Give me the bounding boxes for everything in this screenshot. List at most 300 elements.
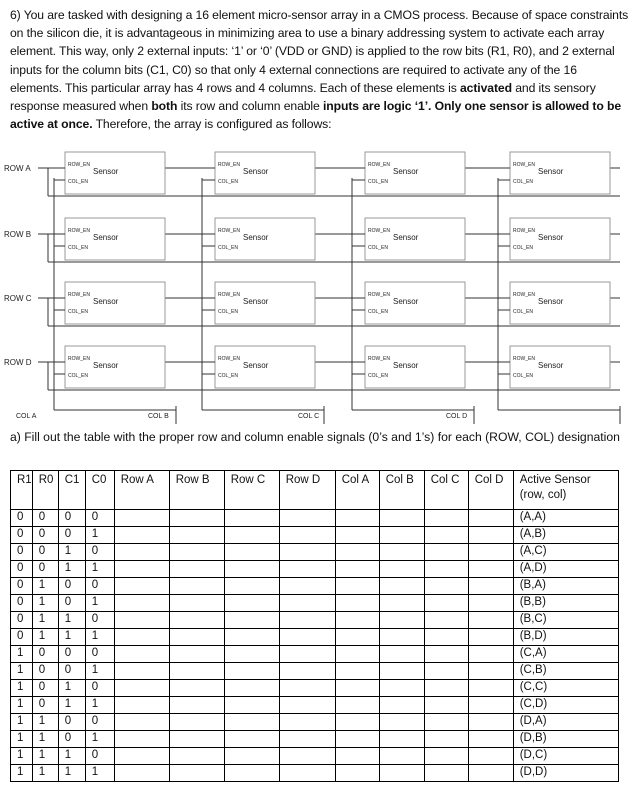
text: 6) You are tasked with designing a 16 element micro-sensor array in a CMOS process. Because of space constraints on the silicon die, it is advantageous in minimizing area to use a binary addressing system to activate each array element. This way, only 2 external inputs: ‘1’ or ‘0’ (VDD or GND) is applied to the row bits (R1, R0), and 2 external inputs for the column bits (C1, C0) so that only 4 external connections are required to activate any of the 16 elements. This particular array has 4 rows and 4 columns. Each of these elements is — [10, 8, 629, 95]
table-row — [11, 527, 619, 544]
blank-answer-cell[interactable] — [224, 680, 279, 697]
blank-answer-cell[interactable] — [279, 680, 335, 697]
col-en-label: COL_EN — [513, 245, 534, 251]
bit-cell: 0 — [11, 527, 33, 544]
col-en-label: COL_EN — [218, 309, 239, 315]
bit-cell: 1 — [85, 595, 114, 612]
blank-answer-cell[interactable] — [169, 578, 224, 595]
row-en-label: ROW_EN — [218, 228, 240, 234]
header-cell: Col A — [335, 471, 379, 510]
blank-answer-cell[interactable] — [169, 765, 224, 782]
blank-answer-cell[interactable] — [114, 561, 169, 578]
blank-answer-cell[interactable] — [114, 680, 169, 697]
column-label: COL C — [298, 413, 320, 420]
blank-answer-cell[interactable] — [468, 765, 513, 782]
bit-cell: 0 — [32, 646, 58, 663]
header-cell: Col B — [379, 471, 424, 510]
blank-answer-cell[interactable] — [169, 731, 224, 748]
col-en-label: COL_EN — [513, 309, 534, 315]
blank-answer-cell[interactable] — [335, 731, 379, 748]
row-en-label: ROW_EN — [218, 162, 240, 168]
row-en-label: ROW_EN — [68, 162, 90, 168]
blank-answer-cell[interactable] — [424, 510, 468, 527]
table-row — [11, 561, 619, 578]
row-label: ROW C — [4, 294, 32, 303]
blank-answer-cell[interactable] — [379, 544, 424, 561]
active-sensor-cell: (C,B) — [513, 663, 618, 680]
bit-cell: 0 — [58, 646, 85, 663]
table-row — [11, 510, 619, 527]
table-row — [11, 646, 619, 663]
blank-answer-cell[interactable] — [379, 680, 424, 697]
blank-answer-cell[interactable] — [468, 612, 513, 629]
active-sensor-cell: (D,C) — [513, 748, 618, 765]
bit-cell: 1 — [32, 765, 58, 782]
blank-answer-cell[interactable] — [224, 544, 279, 561]
row-en-label: ROW_EN — [218, 292, 240, 298]
text: and its sensory response measured when — [10, 80, 596, 114]
sensor-label: Sensor — [393, 361, 419, 370]
active-sensor-cell: (A,B) — [513, 527, 618, 544]
blank-answer-cell[interactable] — [279, 765, 335, 782]
blank-answer-cell[interactable] — [279, 612, 335, 629]
blank-answer-cell[interactable] — [114, 714, 169, 731]
blank-answer-cell[interactable] — [335, 663, 379, 680]
header-cell: Active Sensor (row, col) — [513, 471, 618, 510]
blank-answer-cell[interactable] — [424, 765, 468, 782]
blank-answer-cell[interactable] — [335, 646, 379, 663]
bit-cell: 0 — [85, 578, 114, 595]
blank-answer-cell[interactable] — [114, 510, 169, 527]
active-sensor-cell: (B,D) — [513, 629, 618, 646]
text: its row and column enable — [177, 99, 323, 114]
blank-answer-cell[interactable] — [424, 544, 468, 561]
blank-answer-cell[interactable] — [279, 595, 335, 612]
bit-cell: 0 — [32, 561, 58, 578]
truth-table — [10, 470, 619, 782]
row-en-label: ROW_EN — [368, 356, 390, 362]
blank-answer-cell[interactable] — [224, 629, 279, 646]
blank-answer-cell[interactable] — [424, 629, 468, 646]
blank-answer-cell[interactable] — [379, 527, 424, 544]
bit-cell: 0 — [85, 646, 114, 663]
sensor-label: Sensor — [393, 233, 419, 242]
bit-cell: 0 — [58, 527, 85, 544]
bit-cell: 1 — [85, 629, 114, 646]
sensor-label: Sensor — [93, 233, 119, 242]
sensor-label: Sensor — [93, 167, 119, 176]
blank-answer-cell[interactable] — [279, 578, 335, 595]
blank-answer-cell[interactable] — [468, 680, 513, 697]
blank-answer-cell[interactable] — [468, 697, 513, 714]
sensor-label: Sensor — [243, 233, 269, 242]
row-en-label: ROW_EN — [513, 162, 535, 168]
blank-answer-cell[interactable] — [114, 748, 169, 765]
bit-cell: 0 — [32, 544, 58, 561]
table-row — [11, 748, 619, 765]
blank-answer-cell[interactable] — [424, 697, 468, 714]
blank-answer-cell[interactable] — [224, 731, 279, 748]
bit-cell: 0 — [85, 510, 114, 527]
blank-answer-cell[interactable] — [468, 561, 513, 578]
bit-cell: 1 — [85, 527, 114, 544]
blank-answer-cell[interactable] — [335, 680, 379, 697]
blank-answer-cell[interactable] — [114, 629, 169, 646]
bit-cell: 1 — [32, 748, 58, 765]
blank-answer-cell[interactable] — [335, 765, 379, 782]
blank-answer-cell[interactable] — [169, 595, 224, 612]
blank-answer-cell[interactable] — [379, 714, 424, 731]
blank-answer-cell[interactable] — [424, 595, 468, 612]
bit-cell: 1 — [85, 663, 114, 680]
active-sensor-cell: (D,B) — [513, 731, 618, 748]
bit-cell: 1 — [11, 663, 33, 680]
blank-answer-cell[interactable] — [169, 714, 224, 731]
bit-cell: 1 — [85, 697, 114, 714]
sensor-array-diagram — [0, 148, 635, 424]
blank-answer-cell[interactable] — [224, 561, 279, 578]
blank-answer-cell[interactable] — [114, 663, 169, 680]
bit-cell: 0 — [58, 595, 85, 612]
active-sensor-cell: (C,D) — [513, 697, 618, 714]
blank-answer-cell[interactable] — [224, 612, 279, 629]
text-bold: both — [151, 99, 178, 114]
bit-cell: 0 — [58, 714, 85, 731]
blank-answer-cell[interactable] — [379, 697, 424, 714]
blank-answer-cell[interactable] — [224, 748, 279, 765]
active-sensor-cell: (B,B) — [513, 595, 618, 612]
bit-cell: 0 — [58, 510, 85, 527]
sensor-label: Sensor — [538, 297, 564, 306]
blank-answer-cell[interactable] — [169, 629, 224, 646]
bit-cell: 1 — [11, 714, 33, 731]
blank-answer-cell[interactable] — [279, 646, 335, 663]
blank-answer-cell[interactable] — [335, 510, 379, 527]
blank-answer-cell[interactable] — [468, 595, 513, 612]
blank-answer-cell[interactable] — [424, 527, 468, 544]
bit-cell: 0 — [32, 680, 58, 697]
blank-answer-cell[interactable] — [279, 714, 335, 731]
table-row — [11, 697, 619, 714]
blank-answer-cell[interactable] — [114, 544, 169, 561]
bit-cell: 0 — [85, 544, 114, 561]
header-cell: Row D — [279, 471, 335, 510]
blank-answer-cell[interactable] — [114, 612, 169, 629]
blank-answer-cell[interactable] — [335, 629, 379, 646]
blank-answer-cell[interactable] — [279, 510, 335, 527]
blank-answer-cell[interactable] — [169, 510, 224, 527]
sensor-label: Sensor — [93, 297, 119, 306]
bit-cell: 1 — [11, 731, 33, 748]
blank-answer-cell[interactable] — [224, 510, 279, 527]
active-sensor-cell: (B,A) — [513, 578, 618, 595]
blank-answer-cell[interactable] — [114, 646, 169, 663]
blank-answer-cell[interactable] — [114, 731, 169, 748]
blank-answer-cell[interactable] — [379, 510, 424, 527]
bit-cell: 1 — [58, 680, 85, 697]
bit-cell: 0 — [32, 663, 58, 680]
bit-cell: 0 — [32, 510, 58, 527]
blank-answer-cell[interactable] — [468, 748, 513, 765]
blank-answer-cell[interactable] — [468, 731, 513, 748]
bit-cell: 0 — [11, 561, 33, 578]
blank-answer-cell[interactable] — [169, 561, 224, 578]
question-a: a) Fill out the table with the proper row and column enable signals (0’s and 1’s) for each (ROW, COL) designation — [10, 430, 620, 444]
col-en-label: COL_EN — [68, 309, 89, 315]
header-cell: C0 — [85, 471, 114, 510]
blank-answer-cell[interactable] — [114, 595, 169, 612]
bit-cell: 1 — [58, 612, 85, 629]
blank-answer-cell[interactable] — [114, 697, 169, 714]
table-row — [11, 680, 619, 697]
blank-answer-cell[interactable] — [224, 527, 279, 544]
table-row — [11, 544, 619, 561]
blank-answer-cell[interactable] — [279, 748, 335, 765]
blank-answer-cell[interactable] — [169, 680, 224, 697]
blank-answer-cell[interactable] — [279, 527, 335, 544]
row-label: ROW A — [4, 164, 31, 173]
table-row — [11, 731, 619, 748]
sensor-label: Sensor — [393, 167, 419, 176]
bit-cell: 0 — [85, 748, 114, 765]
active-sensor-cell: (A,A) — [513, 510, 618, 527]
bit-cell: 1 — [32, 731, 58, 748]
blank-answer-cell[interactable] — [114, 527, 169, 544]
sensor-label: Sensor — [93, 361, 119, 370]
bit-cell: 0 — [11, 612, 33, 629]
blank-answer-cell[interactable] — [424, 680, 468, 697]
bit-cell: 1 — [58, 765, 85, 782]
blank-answer-cell[interactable] — [279, 629, 335, 646]
col-en-label: COL_EN — [513, 179, 534, 185]
row-label: ROW B — [4, 230, 32, 239]
blank-answer-cell[interactable] — [468, 527, 513, 544]
bit-cell: 1 — [58, 629, 85, 646]
col-en-label: COL_EN — [218, 245, 239, 251]
row-en-label: ROW_EN — [513, 292, 535, 298]
row-label: ROW D — [4, 358, 32, 367]
blank-answer-cell[interactable] — [224, 714, 279, 731]
active-sensor-cell: (D,A) — [513, 714, 618, 731]
bit-cell: 1 — [32, 612, 58, 629]
blank-answer-cell[interactable] — [169, 612, 224, 629]
sensor-label: Sensor — [538, 361, 564, 370]
col-en-label: COL_EN — [368, 245, 389, 251]
row-en-label: ROW_EN — [218, 356, 240, 362]
active-sensor-cell: (A,C) — [513, 544, 618, 561]
col-en-label: COL_EN — [368, 373, 389, 379]
blank-answer-cell[interactable] — [468, 646, 513, 663]
blank-answer-cell[interactable] — [224, 646, 279, 663]
blank-answer-cell[interactable] — [279, 731, 335, 748]
blank-answer-cell[interactable] — [468, 578, 513, 595]
blank-answer-cell[interactable] — [424, 612, 468, 629]
col-en-label: COL_EN — [368, 179, 389, 185]
active-sensor-cell: (A,D) — [513, 561, 618, 578]
blank-answer-cell[interactable] — [468, 629, 513, 646]
bit-cell: 0 — [85, 612, 114, 629]
blank-answer-cell[interactable] — [335, 527, 379, 544]
blank-answer-cell[interactable] — [379, 578, 424, 595]
blank-answer-cell[interactable] — [335, 544, 379, 561]
blank-answer-cell[interactable] — [468, 663, 513, 680]
row-en-label: ROW_EN — [68, 356, 90, 362]
sensor-label: Sensor — [538, 233, 564, 242]
sensor-label: Sensor — [243, 167, 269, 176]
blank-answer-cell[interactable] — [224, 697, 279, 714]
blank-answer-cell[interactable] — [279, 697, 335, 714]
blank-answer-cell[interactable] — [335, 561, 379, 578]
blank-answer-cell[interactable] — [379, 731, 424, 748]
text-bold: inputs are logic ‘1’. Only one sensor is allowed to be active at once. — [10, 99, 622, 132]
bit-cell: 1 — [32, 595, 58, 612]
blank-answer-cell[interactable] — [468, 714, 513, 731]
blank-answer-cell[interactable] — [379, 612, 424, 629]
bit-cell: 1 — [58, 544, 85, 561]
bit-cell: 1 — [58, 561, 85, 578]
col-en-label: COL_EN — [68, 245, 89, 251]
bit-cell: 1 — [32, 714, 58, 731]
table-row — [11, 629, 619, 646]
blank-answer-cell[interactable] — [424, 748, 468, 765]
sensor-label: Sensor — [393, 297, 419, 306]
blank-answer-cell[interactable] — [379, 561, 424, 578]
bit-cell: 1 — [85, 731, 114, 748]
blank-answer-cell[interactable] — [169, 527, 224, 544]
blank-answer-cell[interactable] — [424, 731, 468, 748]
sensor-label: Sensor — [243, 297, 269, 306]
row-en-label: ROW_EN — [513, 356, 535, 362]
bit-cell: 0 — [11, 595, 33, 612]
col-en-label: COL_EN — [368, 309, 389, 315]
active-sensor-cell: (D,D) — [513, 765, 618, 782]
col-en-label: COL_EN — [513, 373, 534, 379]
column-label: COL B — [148, 413, 169, 420]
bit-cell: 0 — [32, 697, 58, 714]
header-cell: Row A — [114, 471, 169, 510]
row-en-label: ROW_EN — [368, 228, 390, 234]
header-cell: R0 — [32, 471, 58, 510]
blank-answer-cell[interactable] — [114, 578, 169, 595]
row-en-label: ROW_EN — [513, 228, 535, 234]
blank-answer-cell[interactable] — [224, 578, 279, 595]
bit-cell: 0 — [11, 510, 33, 527]
bit-cell: 1 — [85, 561, 114, 578]
blank-answer-cell[interactable] — [379, 663, 424, 680]
blank-answer-cell[interactable] — [379, 629, 424, 646]
row-en-label: ROW_EN — [68, 292, 90, 298]
active-sensor-cell: (C,C) — [513, 680, 618, 697]
blank-answer-cell[interactable] — [169, 697, 224, 714]
bit-cell: 0 — [58, 731, 85, 748]
blank-answer-cell[interactable] — [424, 714, 468, 731]
column-label: COL D — [446, 413, 468, 420]
bit-cell: 0 — [11, 578, 33, 595]
table-row — [11, 663, 619, 680]
blank-answer-cell[interactable] — [169, 646, 224, 663]
header-cell: Row C — [224, 471, 279, 510]
blank-answer-cell[interactable] — [335, 748, 379, 765]
bit-cell: 0 — [32, 527, 58, 544]
text: Therefore, the array is configured as follows: — [92, 117, 332, 132]
column-label: COL A — [16, 413, 37, 420]
table-row — [11, 595, 619, 612]
row-en-label: ROW_EN — [368, 292, 390, 298]
blank-answer-cell[interactable] — [169, 544, 224, 561]
blank-answer-cell[interactable] — [169, 663, 224, 680]
blank-answer-cell[interactable] — [335, 697, 379, 714]
blank-answer-cell[interactable] — [468, 544, 513, 561]
bit-cell: 1 — [58, 748, 85, 765]
bit-cell: 1 — [11, 748, 33, 765]
table-row — [11, 612, 619, 629]
blank-answer-cell[interactable] — [224, 663, 279, 680]
col-en-label: COL_EN — [68, 373, 89, 379]
bit-cell: 1 — [32, 578, 58, 595]
blank-answer-cell[interactable] — [379, 595, 424, 612]
blank-answer-cell[interactable] — [279, 544, 335, 561]
bit-cell: 1 — [11, 765, 33, 782]
active-sensor-cell: (B,C) — [513, 612, 618, 629]
blank-answer-cell[interactable] — [114, 765, 169, 782]
bit-cell: 0 — [11, 629, 33, 646]
blank-answer-cell[interactable] — [279, 663, 335, 680]
bit-cell: 0 — [58, 578, 85, 595]
active-sensor-cell: (C,A) — [513, 646, 618, 663]
blank-answer-cell[interactable] — [335, 595, 379, 612]
header-cell: Col D — [468, 471, 513, 510]
blank-answer-cell[interactable] — [224, 765, 279, 782]
bit-cell: 0 — [11, 544, 33, 561]
row-en-label: ROW_EN — [368, 162, 390, 168]
blank-answer-cell[interactable] — [169, 748, 224, 765]
col-en-label: COL_EN — [218, 373, 239, 379]
blank-answer-cell[interactable] — [468, 510, 513, 527]
bit-cell: 0 — [85, 680, 114, 697]
bit-cell: 1 — [32, 629, 58, 646]
problem-statement — [10, 6, 630, 133]
blank-answer-cell[interactable] — [335, 714, 379, 731]
blank-answer-cell[interactable] — [379, 646, 424, 663]
blank-answer-cell[interactable] — [424, 663, 468, 680]
blank-answer-cell[interactable] — [224, 595, 279, 612]
bit-cell: 1 — [11, 680, 33, 697]
blank-answer-cell[interactable] — [424, 646, 468, 663]
header-cell: Col C — [424, 471, 468, 510]
blank-answer-cell[interactable] — [424, 578, 468, 595]
table-header — [11, 471, 619, 510]
header-cell: Row B — [169, 471, 224, 510]
blank-answer-cell[interactable] — [335, 578, 379, 595]
header-cell: C1 — [58, 471, 85, 510]
bit-cell: 1 — [85, 765, 114, 782]
bit-cell: 0 — [85, 714, 114, 731]
text-bold: activated — [459, 80, 512, 95]
table-row — [11, 765, 619, 782]
blank-answer-cell[interactable] — [424, 561, 468, 578]
table-row — [11, 578, 619, 595]
header-cell: R1 — [11, 471, 33, 510]
blank-answer-cell[interactable] — [279, 561, 335, 578]
table-row — [11, 714, 619, 731]
blank-answer-cell[interactable] — [379, 765, 424, 782]
bit-cell: 1 — [11, 697, 33, 714]
blank-answer-cell[interactable] — [379, 748, 424, 765]
sensor-label: Sensor — [538, 167, 564, 176]
blank-answer-cell[interactable] — [335, 612, 379, 629]
col-en-label: COL_EN — [218, 179, 239, 185]
sensor-label: Sensor — [243, 361, 269, 370]
